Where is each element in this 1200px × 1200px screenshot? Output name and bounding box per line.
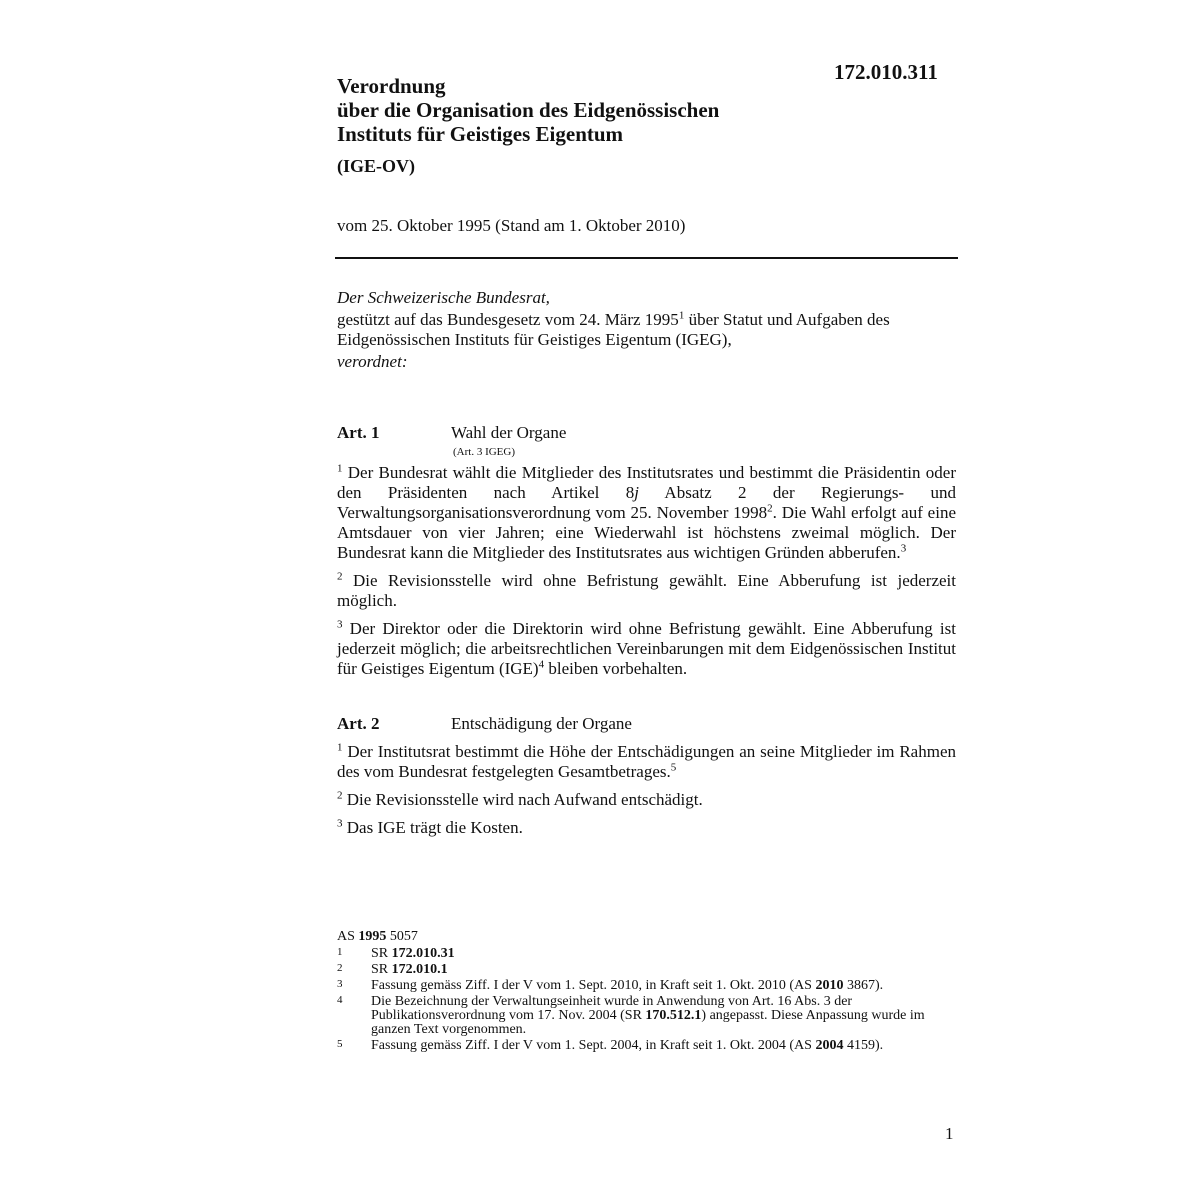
article-heading <box>337 423 956 445</box>
as-year: 1995 <box>358 929 387 944</box>
footnote-mark: 2 <box>337 962 343 974</box>
preamble-decrees: verordnet: <box>337 352 408 371</box>
preamble-basis-text: gestützt auf das Bundesgesetz vom 24. März 1995 <box>337 310 679 329</box>
paragraph-text: Absatz 2 der Regierungs- und Verwaltungsorganisationsverordnung vom 25. November 1998 <box>337 483 956 522</box>
footnote-mark: 1 <box>337 946 343 958</box>
footnote-ref[interactable]: 3 <box>900 542 907 555</box>
as-page: 5057 <box>386 929 418 944</box>
footnote-text: Die Bezeichnung der Verwaltungseinheit wurde in Anwendung von Art. 16 Abs. 3 der Publikationsverordnung vom 17. Nov. 2004 (SR <box>371 994 853 1023</box>
footnote-ref[interactable]: 1 <box>678 309 685 322</box>
article-reference: (Art. 3 IGEG) <box>453 446 516 458</box>
footnote-text: Fassung gemäss Ziff. I der V vom 1. Sept. 2004, in Kraft seit 1. Okt. 2004 (AS <box>371 1038 816 1053</box>
paragraph-number: 2 <box>337 570 343 583</box>
footnote-text: SR <box>371 946 392 961</box>
article-paragraph <box>337 790 956 810</box>
paragraph-number: 3 <box>337 817 343 830</box>
article-2 <box>337 714 956 846</box>
footnote-text: Fassung gemäss Ziff. I der V vom 1. Sept. 2010, in Kraft seit 1. Okt. 2010 (AS <box>371 978 816 993</box>
footnote <box>337 1039 957 1053</box>
title-abbreviation: (IGE-OV) <box>337 156 415 176</box>
article-heading <box>337 714 956 736</box>
header-rule <box>335 257 958 259</box>
paragraph-text: Der Bundesrat wählt die Mitglieder des Institutsrates und bestimmt die Präsidentin oder den Präsidenten nach Artikel 8 <box>337 463 956 502</box>
sr-number: 172.010.311 <box>834 60 938 84</box>
article-number: Art. 1 <box>337 423 380 442</box>
title-line: Verordnung <box>337 74 446 98</box>
official-collection-ref <box>337 930 957 944</box>
article-title: Entschädigung der Organe <box>451 714 632 733</box>
footnote-text: 2010 <box>815 978 844 993</box>
footnote <box>337 963 957 977</box>
paragraph-text: . Die Wahl erfolgt auf eine Amtsdauer von vier Jahren; eine Wiederwahl ist höchstens zweimal möglich. Der Bundesrat kann die Mitglieder des Institutsrates aus wichtigen Gründen abberufen. <box>337 503 957 562</box>
paragraph-number: 1 <box>337 462 343 475</box>
document-title <box>337 74 857 177</box>
article-number: Art. 2 <box>337 714 380 733</box>
paragraph-number: 2 <box>337 789 343 802</box>
article-paragraph <box>337 571 956 611</box>
footnote-text: 3867). <box>843 978 884 993</box>
footnote <box>337 995 957 1037</box>
article-paragraph <box>337 742 956 782</box>
footnote-text: 172.010.31 <box>391 946 455 961</box>
preamble-basis-text: über Statut und Aufgaben des Eidgenössischen Instituts für Geistiges Eigentum (IGEG), <box>337 310 890 349</box>
footnote-text: ) angepasst. Diese Anpassung wurde im ganzen Text vorgenommen. <box>371 1008 925 1037</box>
footnote-mark: 5 <box>337 1038 343 1050</box>
footnote-text: 170.512.1 <box>645 1008 702 1023</box>
paragraph-text: Die Revisionsstelle wird ohne Befristung gewählt. Eine Abberufung ist jederzeit möglich. <box>337 571 956 610</box>
title-line: Instituts für Geistiges Eigentum <box>337 122 624 146</box>
paragraph-number: 1 <box>337 741 343 754</box>
footnote <box>337 979 957 993</box>
paragraph-text: Der Institutsrat bestimmt die Höhe der Entschädigungen an seine Mitglieder im Rahmen des vom Bundesrat festgelegten Gesamtbetrages. <box>337 742 956 781</box>
preamble-authority: Der Schweizerische Bundesrat, <box>337 288 550 307</box>
preamble-basis <box>337 310 957 350</box>
article-title: Wahl der Organe <box>451 423 567 442</box>
paragraph-text: bleiben vorbehalten. <box>544 659 688 678</box>
footnote-ref[interactable]: 2 <box>767 502 773 515</box>
footnotes <box>337 930 957 1055</box>
paragraph-text: Die Revisionsstelle wird nach Aufwand entschädigt. <box>342 790 703 809</box>
preamble <box>337 288 957 374</box>
paragraph-text: Das IGE trägt die Kosten. <box>342 818 523 837</box>
footnote-ref[interactable]: 4 <box>538 658 545 671</box>
article-paragraph <box>337 463 956 563</box>
article-paragraph <box>337 619 956 679</box>
footnote-text: SR <box>371 962 392 977</box>
as-prefix: AS <box>337 929 359 944</box>
paragraph-text: Der Direktor oder die Direktorin wird ohne Befristung gewählt. Eine Abberufung ist jederzeit möglich; die arbeitsrechtlichen Vereinbarungen mit dem Eidgenössischen Institut für Geistiges Eigentum (IGE) <box>337 619 956 678</box>
footnote-text: 2004 <box>815 1038 844 1053</box>
article-1 <box>337 423 956 687</box>
footnote <box>337 947 957 961</box>
page-number: 1 <box>945 1124 954 1143</box>
article-paragraph <box>337 818 956 838</box>
paragraph-number: 3 <box>337 618 343 631</box>
footnote-ref[interactable]: 5 <box>670 761 677 774</box>
footnote-text: 172.010.1 <box>391 962 448 977</box>
footnote-text: 4159). <box>843 1038 884 1053</box>
footnote-mark: 4 <box>337 994 343 1006</box>
date-line: vom 25. Oktober 1995 (Stand am 1. Oktober 2010) <box>337 216 686 235</box>
title-line: über die Organisation des Eidgenössischen <box>337 98 720 122</box>
footnote-mark: 3 <box>337 978 343 990</box>
paragraph-text: j <box>634 483 639 502</box>
